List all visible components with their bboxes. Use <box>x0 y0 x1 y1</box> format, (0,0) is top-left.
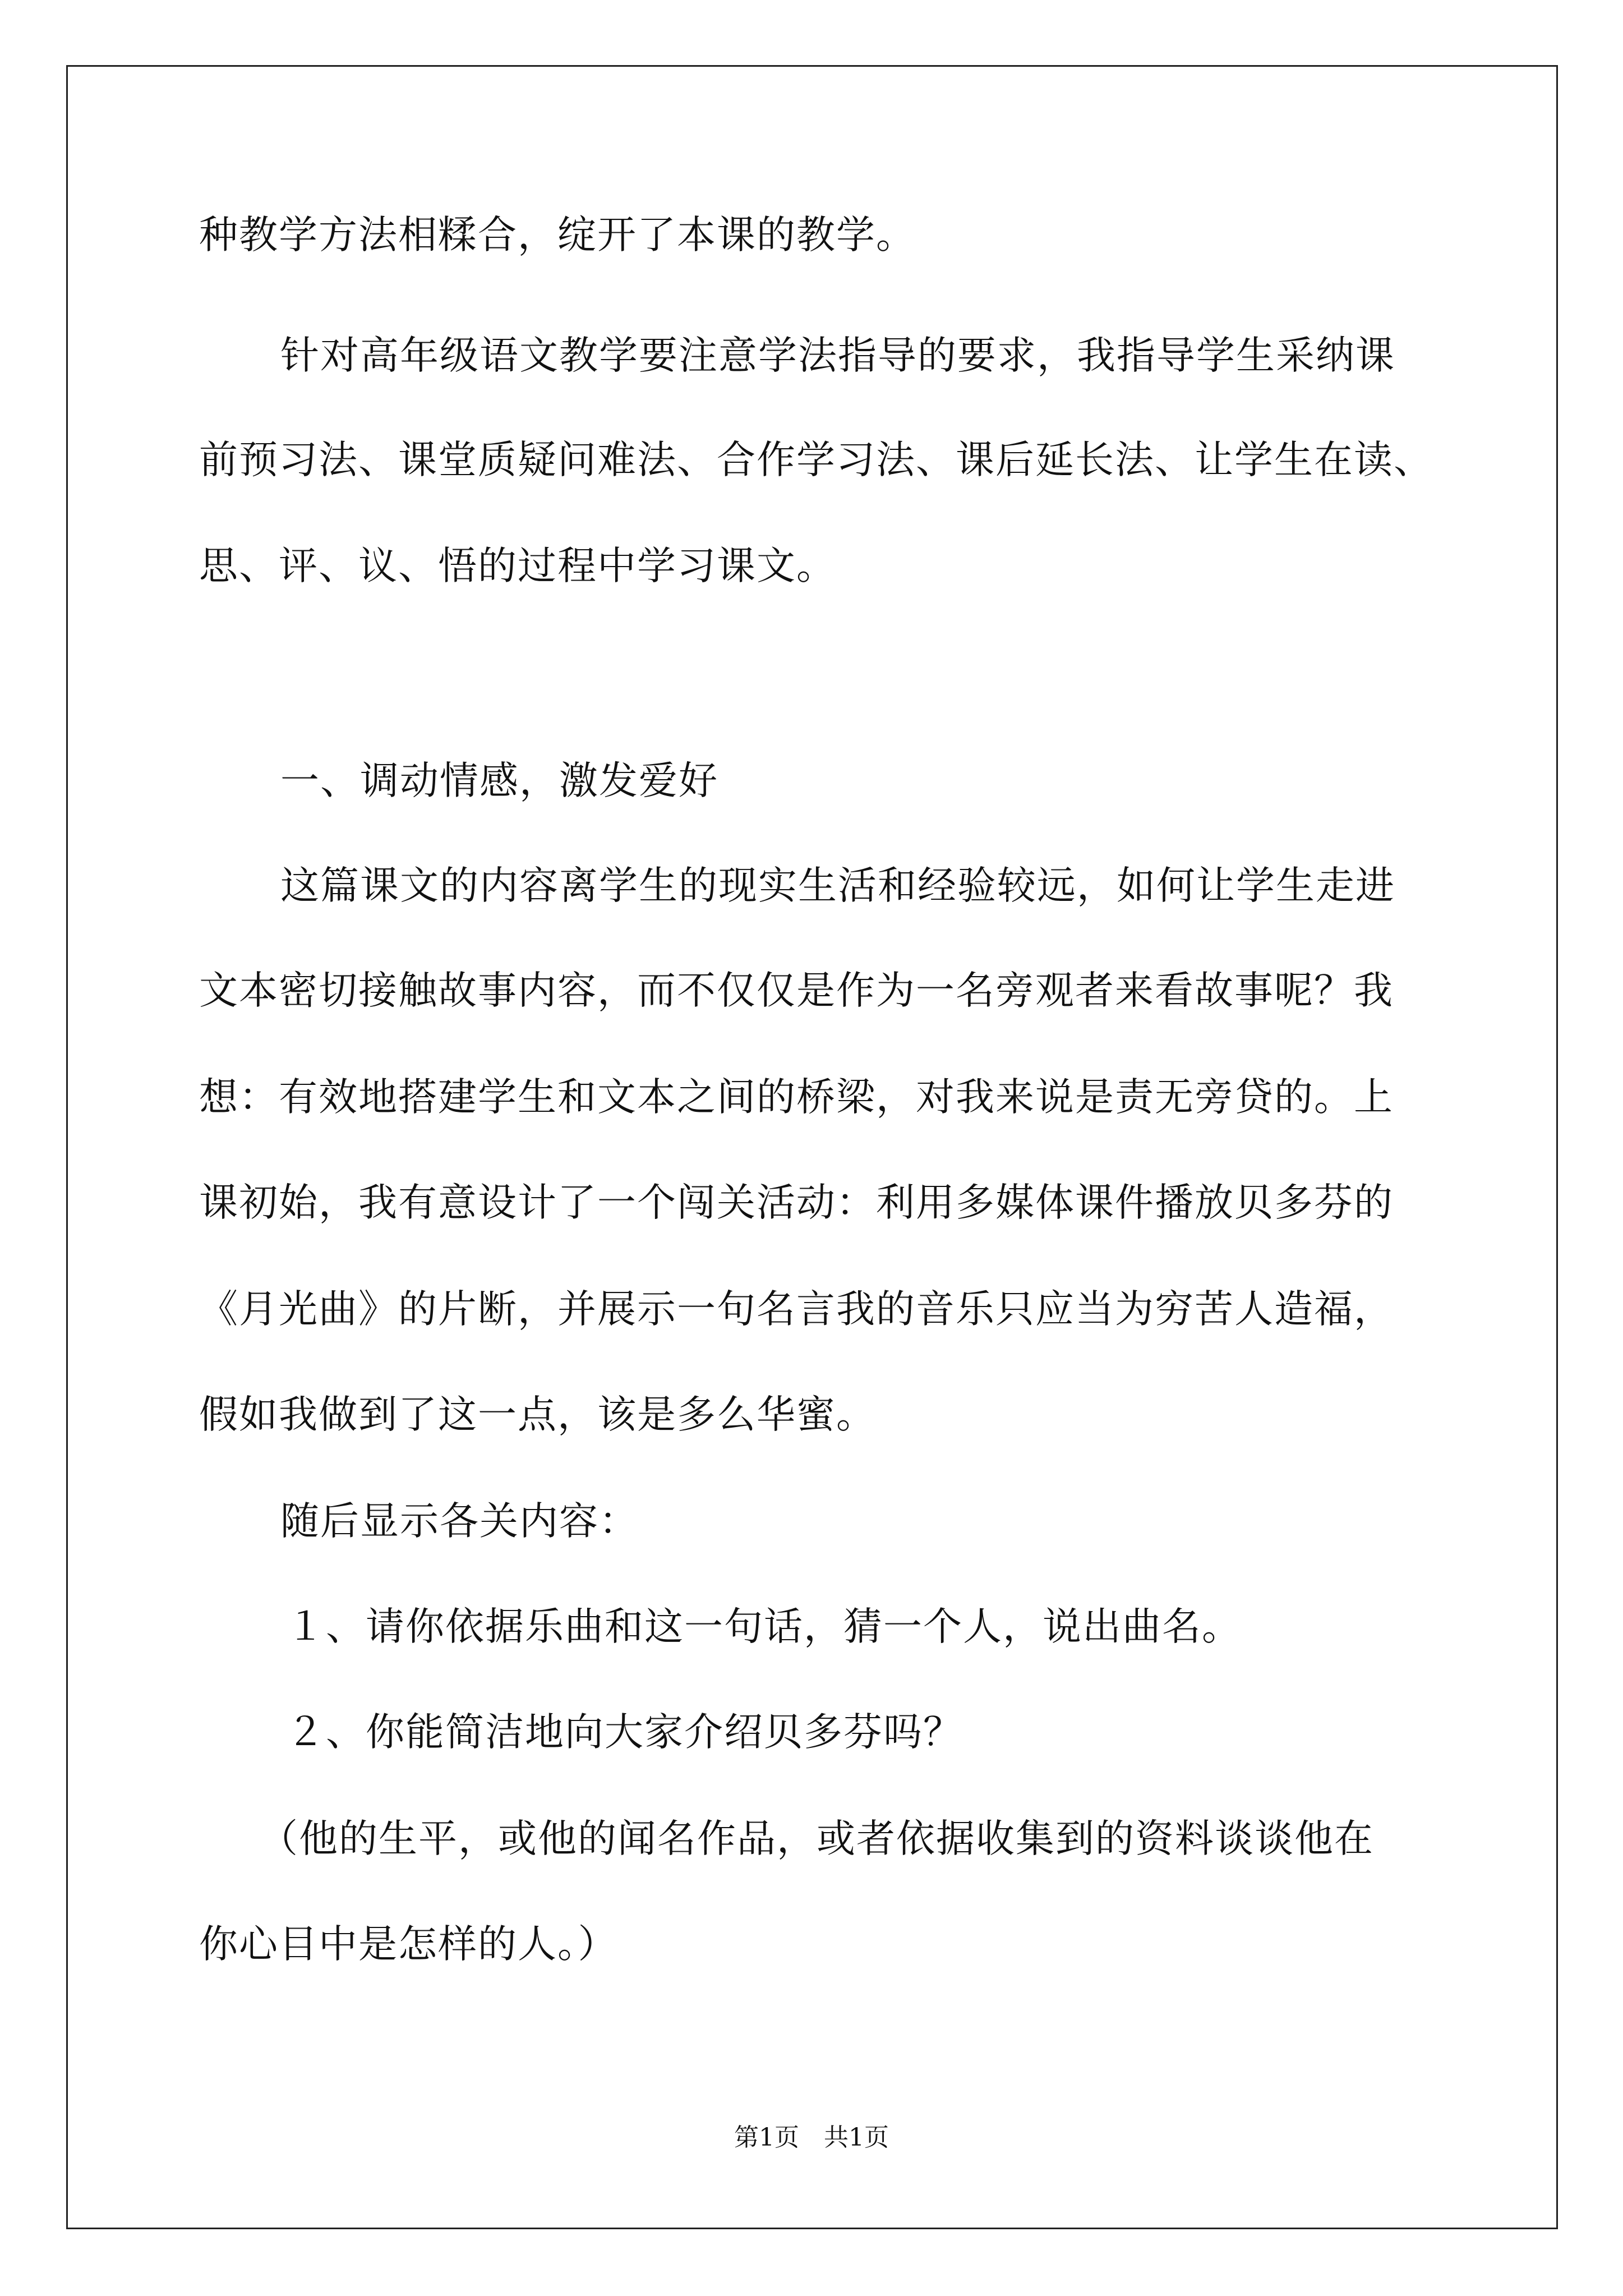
text-line: 想：有效地搭建学生和文本之间的桥梁，对我来说是责无旁贷的。上 <box>199 1075 1394 1120</box>
list-item: ２、你能简洁地向大家介绍贝多芬吗？ <box>286 1710 963 1755</box>
text-line: 课初始，我有意设计了一个闯关活动：利用多媒体课件播放贝多芬的 <box>199 1180 1394 1225</box>
paragraph-first-line: （他的生平，或他的闻名作品，或者依据收集到的资料谈谈他在 <box>259 1816 1374 1861</box>
text-line: 种教学方法相糅合，绽开了本课的教学。 <box>199 213 916 257</box>
page-border <box>66 65 1558 2229</box>
paragraph-first-line: 随后显示各关内容： <box>280 1499 639 1544</box>
text-line: 你心目中是怎样的人。） <box>199 1922 618 1967</box>
list-item: １、请你依据乐曲和这一句话，猜一个人，说出曲名。 <box>286 1604 1242 1649</box>
text-line: 《月光曲》的片断，并展示一句名言我的音乐只应当为穷苦人造福， <box>199 1287 1394 1332</box>
section-heading: 一、调动情感，激发爱好 <box>280 758 718 803</box>
text-line: 前预习法、课堂质疑问难法、合作学习法、课后延长法、让学生在读、 <box>199 438 1433 482</box>
paragraph-first-line: 这篇课文的内容离学生的现实生活和经验较远，如何让学生走进 <box>280 863 1395 908</box>
text-line: 假如我做到了这一点，该是多么华蜜。 <box>199 1392 876 1437</box>
paragraph-first-line: 针对高年级语文教学要注意学法指导的要求，我指导学生采纳课 <box>280 333 1395 378</box>
text-line: 思、评、议、悟的过程中学习课文。 <box>199 544 836 588</box>
page-number-footer: 第1页 共1页 <box>734 2123 889 2152</box>
text-line: 文本密切接触故事内容，而不仅仅是作为一名旁观者来看故事呢？我 <box>199 968 1394 1013</box>
